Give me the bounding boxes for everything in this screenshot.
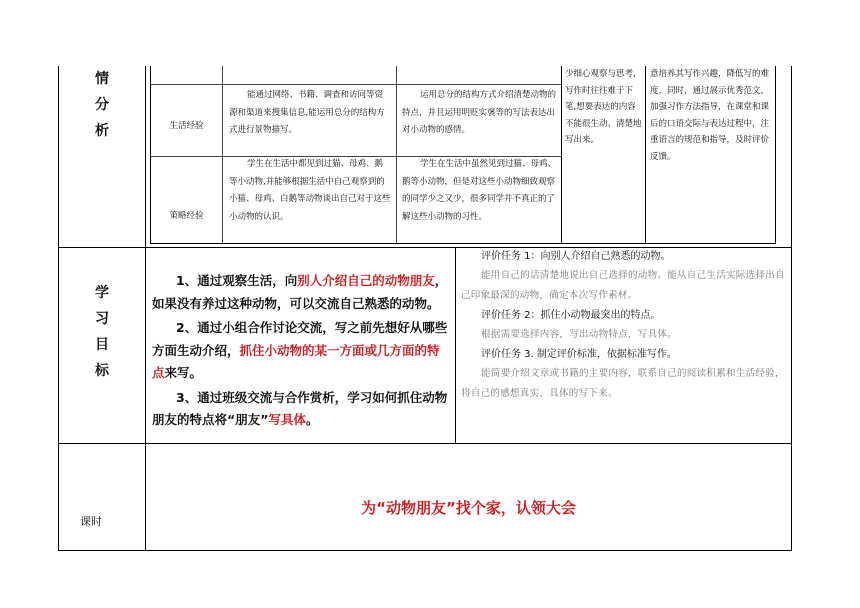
strategy-experience-label: 策略经验 — [169, 211, 204, 221]
evaluation-tasks — [461, 247, 787, 404]
label-char: 目 — [95, 337, 109, 353]
inner-border-bottom — [150, 243, 776, 244]
eval-task-2-body: 根据需要选择内容，写出动物特点，写具体。 — [481, 329, 678, 340]
label-column-divider — [145, 66, 146, 551]
goal-3-post: 。 — [305, 412, 319, 427]
label-char: 学 — [95, 285, 109, 301]
goal-1-pre: 1、通过观察生活，向 — [176, 273, 298, 288]
inner-row-1 — [150, 84, 561, 85]
eval-task-3-head: 评价任务 3. 制定评价标准，依据标准写作。 — [481, 349, 677, 360]
goal-2-pre: 2、通过小组合作讨论交流，写之前先想好从哪些方面生动介绍， — [152, 320, 448, 358]
inner-col-4 — [645, 66, 646, 244]
eval-task-2-head: 评价任务 2：抓住小动物最突出的特点。 — [481, 310, 661, 321]
eval-task-1-body: 能用自己的话清楚地说出自己选择的动物。能从自己生活实际选择出自己印象最深的动物，确定本次写作素材。 — [461, 270, 785, 301]
goal-2-post: 来写。 — [164, 365, 203, 380]
label-char: 标 — [95, 363, 109, 379]
goal-2-highlight: 抓住小动物的某一方面或几方面的特点 — [152, 342, 440, 380]
inner-col-3 — [561, 66, 562, 244]
strategy-experience-col1: 学生在生活中都见到过猫、母鸡、鹅等小动物,并能够根据生活中自己观察到的小猫、母鸡、白鹅等动物谈出自己对于这些小动物的认识。 — [229, 159, 391, 222]
strategy-experience-col2: 学生在生活中虽然见到过猫、母鸡、鹅等小动物，但是对这些小动物细致观察的同学少之又少，很多同学并不真正的了解这些小动物的习性。 — [402, 159, 557, 222]
table-border-bottom — [58, 550, 792, 551]
inner-col-2 — [396, 66, 397, 244]
goals-eval-divider — [455, 247, 456, 443]
goal-1 — [152, 270, 450, 315]
life-experience-col2: 运用总分的结构方式介绍清楚动物的特点，并且运用明贬实褒等的写法表达出对小动物的感情。 — [402, 90, 557, 135]
label-char: 习 — [95, 311, 109, 327]
eval-task-3-body: 能简要介绍文章或书籍的主要内容，联系自己的阅读积累和生活经验，将自己的感想真实、具体的写下来。 — [461, 368, 785, 399]
situation-analysis-label — [59, 66, 145, 144]
goal-1-post: ，如果没有养过这种动物，可以交流自己熟悉的动物。 — [152, 273, 448, 311]
life-experience-label: 生活经验 — [169, 121, 204, 131]
inner-col-1 — [222, 66, 223, 244]
learning-goals-label — [59, 280, 145, 384]
lesson-title: 为“动物朋友”找个家，认领大会 — [361, 499, 576, 517]
lesson-label: 课时 — [80, 515, 102, 528]
difficulty-text: 少细心观察与思考,写作时往往难于下笔,想要表达的内容不能很生动、清楚地写出来。 — [565, 69, 642, 145]
label-char: 情 — [95, 71, 109, 87]
eval-task-1-head: 评价任务 1：向别人介绍自己熟悉的动物。 — [481, 251, 671, 262]
strategy-text: 意培养其写作兴趣，降低写的难度，同时，通过展示优秀范文，加强习作方法指导，在课堂和课后的口语交际与表达过程中，注重语言的规范和指导，及时评价反馈。 — [650, 69, 770, 162]
table-border-right — [791, 66, 792, 551]
goal-3-pre: 3、通过班级交流与合作赏析，学习如何抓住动物朋友的特点将“朋友” — [152, 389, 448, 427]
goal-1-highlight: 别人介绍自己的动物朋友 — [297, 273, 435, 288]
label-char: 分 — [95, 97, 109, 113]
life-experience-col1: 能通过网络、书籍、调查和访问等资源和渠道来搜集信息,能运用总分的结构方式进行景物描写。 — [229, 90, 385, 135]
goal-2 — [152, 317, 450, 385]
row-divider-2 — [58, 443, 792, 444]
label-char: 析 — [95, 123, 109, 139]
inner-border-right — [775, 66, 776, 244]
goal-3 — [152, 387, 450, 432]
goal-3-highlight: 写具体 — [268, 412, 306, 427]
learning-goals-text — [152, 270, 450, 432]
